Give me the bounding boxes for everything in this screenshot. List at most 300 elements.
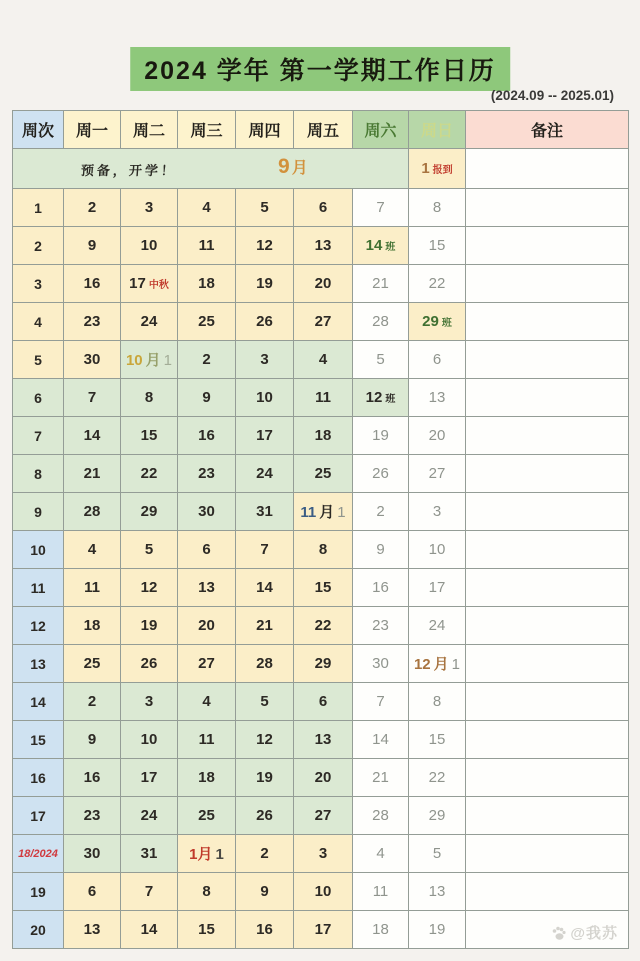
header-fri: 周五 [294, 111, 353, 149]
cell-text: 4 [87, 541, 97, 558]
calendar-cell [178, 189, 236, 227]
week-number-cell: 17 [13, 797, 64, 835]
calendar-cell [178, 227, 236, 265]
cell-text: 17 [428, 579, 446, 596]
cell-text: 10 [140, 731, 158, 748]
calendar-cell [353, 379, 409, 417]
cell-text: 16 [83, 769, 101, 786]
calendar-cell [236, 569, 294, 607]
cell-text: 21 [372, 769, 389, 786]
cell-text: 班 [385, 394, 396, 405]
cell-text: 20 [428, 427, 446, 444]
cell-text: 18 [372, 921, 389, 938]
calendar-cell [178, 569, 236, 607]
remark-cell [466, 531, 629, 569]
calendar-cell [236, 455, 294, 493]
cell-text: 报到 [432, 165, 453, 176]
calendar-cell [294, 721, 353, 759]
remark-cell [466, 607, 629, 645]
remark-cell [466, 341, 629, 379]
cell-text: 6 [87, 883, 97, 900]
calendar-cell [178, 531, 236, 569]
cell-text: 22 [314, 617, 332, 634]
calendar-cell [409, 569, 466, 607]
cell-text: 17 [314, 921, 332, 938]
cell-text: 12 [256, 237, 273, 254]
cell-text: 25 [198, 807, 215, 824]
calendar-cell [121, 569, 178, 607]
calendar-cell [353, 873, 409, 911]
cell-text: 7 [376, 199, 385, 216]
cell-text: 3 [144, 199, 154, 216]
cell-text: 3 [432, 503, 442, 520]
cell-text: 29 [140, 503, 158, 520]
calendar-cell [178, 607, 236, 645]
cell-text: 29 [428, 807, 446, 824]
calendar-cell [121, 683, 178, 721]
month-row [13, 149, 629, 189]
cell-text: 28 [372, 807, 389, 824]
cell-text: 6 [318, 199, 328, 216]
cell-text: 9 [87, 237, 97, 254]
calendar-cell [178, 455, 236, 493]
remark-cell [466, 569, 629, 607]
week-number-cell: 12 [13, 607, 64, 645]
cell-text: 26 [372, 465, 389, 482]
calendar-cell [294, 189, 353, 227]
cell-text: 10 [125, 352, 143, 369]
table-row [13, 569, 629, 607]
cell-text: 14 [140, 921, 158, 938]
header-week: 周次 [13, 111, 64, 149]
calendar-cell [353, 759, 409, 797]
table-row [13, 683, 629, 721]
calendar-cell [178, 493, 236, 531]
week-number-cell: 8 [13, 455, 64, 493]
calendar-cell [64, 721, 121, 759]
calendar-cell [294, 493, 353, 531]
cell-text: 14 [83, 427, 101, 444]
cell-text: 6 [432, 351, 442, 368]
cell-text: 8 [432, 693, 442, 710]
cell-text: 4 [318, 351, 328, 368]
remark-cell [466, 455, 629, 493]
calendar-cell [236, 265, 294, 303]
cell-text: 4 [376, 845, 385, 862]
calendar-cell [121, 265, 178, 303]
cell-text: 31 [256, 503, 273, 520]
calendar-cell [409, 379, 466, 417]
cell-text: 9 [376, 541, 385, 558]
cell-text: 1 [215, 846, 224, 863]
cell-text: 29 [314, 655, 332, 672]
cell-text: 3 [260, 351, 269, 368]
cell-text: 19 [140, 617, 158, 634]
page-title: 2024 学年 第一学期工作日历 [130, 47, 510, 91]
calendar-cell [353, 417, 409, 455]
calendar-cell [353, 265, 409, 303]
cell-text: 21 [256, 617, 273, 634]
calendar-cell [121, 189, 178, 227]
calendar-cell [64, 265, 121, 303]
cell-text: 26 [256, 313, 273, 330]
cell-text: 1 [163, 352, 173, 369]
calendar-cell [178, 379, 236, 417]
calendar-cell [409, 683, 466, 721]
remark-cell [466, 379, 629, 417]
calendar-cell [236, 911, 294, 949]
calendar-cell [353, 797, 409, 835]
calendar-cell [64, 797, 121, 835]
cell-text: 24 [256, 465, 273, 482]
calendar-cell [64, 835, 121, 873]
calendar-cell [294, 341, 353, 379]
cell-text: 27 [314, 313, 332, 330]
week-number-cell: 11 [13, 569, 64, 607]
remark-cell [466, 721, 629, 759]
table-row [13, 531, 629, 569]
calendar-cell [64, 379, 121, 417]
week-number-cell: 15 [13, 721, 64, 759]
month-label: 9 月 [278, 155, 308, 178]
cell-text: 19 [372, 427, 389, 444]
cell-text: 13 [314, 237, 332, 254]
cell-text: 8 [144, 389, 154, 406]
week-number-cell: 14 [13, 683, 64, 721]
remark-cell [466, 835, 629, 873]
calendar-cell [409, 265, 466, 303]
calendar-cell [64, 759, 121, 797]
cell-text: 7 [144, 883, 154, 900]
cell-text: 30 [83, 351, 101, 368]
calendar-cell [121, 911, 178, 949]
remark-cell [466, 417, 629, 455]
calendar-cell [236, 759, 294, 797]
table-row [13, 759, 629, 797]
table-row [13, 379, 629, 417]
table-row [13, 797, 629, 835]
cell-text: 18 [198, 275, 215, 292]
table-row [13, 303, 629, 341]
date-range: (2024.09 -- 2025.01) [490, 88, 614, 103]
cell-text: 17 [140, 769, 158, 786]
calendar-cell [353, 189, 409, 227]
cell-text: 15 [198, 921, 215, 938]
remark-cell [466, 189, 629, 227]
calendar-cell [64, 341, 121, 379]
cell-text: 18 [83, 617, 101, 634]
calendar-cell [294, 759, 353, 797]
calendar-cell [121, 531, 178, 569]
cell-text: 11 [372, 883, 389, 900]
calendar-cell [64, 531, 121, 569]
week-number-cell: 3 [13, 265, 64, 303]
cell-text: 月 [319, 504, 335, 521]
cell-text: 21 [372, 275, 389, 292]
paw-icon [551, 925, 567, 941]
cell-text: 19 [256, 769, 273, 786]
calendar-cell [236, 645, 294, 683]
cell-text: 15 [314, 579, 332, 596]
calendar-cell [236, 379, 294, 417]
calendar-cell [178, 341, 236, 379]
cell-text: 28 [256, 655, 273, 672]
calendar-cell [178, 835, 236, 873]
cell-text: 月 [145, 352, 161, 369]
calendar-cell [64, 303, 121, 341]
header-row [13, 111, 629, 149]
cell-text: 30 [83, 845, 101, 862]
cell-text: 20 [198, 617, 215, 634]
week-number-cell: 4 [13, 303, 64, 341]
table-row [13, 417, 629, 455]
calendar-cell [178, 265, 236, 303]
remark-cell [466, 149, 629, 189]
calendar-cell [178, 911, 236, 949]
calendar-cell [294, 797, 353, 835]
week-number-cell: 5 [13, 341, 64, 379]
cell-text: 11 [300, 504, 317, 521]
table-row [13, 873, 629, 911]
cell-text: 22 [140, 465, 158, 482]
header-sun: 周日 [409, 111, 466, 149]
cell-text: 23 [372, 617, 389, 634]
calendar-cell [236, 531, 294, 569]
cell-text: 13 [428, 883, 446, 900]
cell-text: 26 [256, 807, 273, 824]
cell-text: 2 [87, 693, 97, 710]
header-mon: 周一 [64, 111, 121, 149]
remark-cell [466, 759, 629, 797]
calendar-cell [353, 607, 409, 645]
calendar-cell [121, 607, 178, 645]
calendar-cell [236, 303, 294, 341]
cell-text: 5 [376, 351, 385, 368]
calendar-cell [409, 835, 466, 873]
remark-cell [466, 645, 629, 683]
calendar-cell [64, 493, 121, 531]
calendar-cell [353, 455, 409, 493]
cell-text: 4 [202, 199, 211, 216]
calendar-cell [409, 303, 466, 341]
cell-text: 26 [140, 655, 158, 672]
header-sat: 周六 [353, 111, 409, 149]
cell-text: 5 [260, 199, 269, 216]
calendar-cell [294, 873, 353, 911]
cell-text: 14 [365, 237, 383, 254]
calendar-cell [64, 683, 121, 721]
calendar-cell [236, 873, 294, 911]
table-row [13, 455, 629, 493]
cell-text: 21 [83, 465, 101, 482]
cell-text: 23 [83, 313, 101, 330]
cell-text: 16 [83, 275, 101, 292]
header-tue: 周二 [121, 111, 178, 149]
cell-text: 22 [428, 275, 446, 292]
cell-text: 1 [337, 504, 346, 521]
calendar-cell [236, 683, 294, 721]
cell-text: 12 [140, 579, 158, 596]
calendar-cell [353, 303, 409, 341]
calendar-cell [64, 569, 121, 607]
cell-text: 9 [87, 731, 97, 748]
calendar-cell [121, 873, 178, 911]
cell-text: 12 [413, 656, 431, 673]
cell-text: 27 [428, 465, 446, 482]
cell-text: 25 [198, 313, 215, 330]
calendar-cell [294, 265, 353, 303]
remark-cell [466, 303, 629, 341]
cell-text: 3 [144, 693, 154, 710]
calendar-cell [178, 303, 236, 341]
calendar-cell [353, 569, 409, 607]
cell-text: 28 [372, 313, 389, 330]
week-number-cell: 13 [13, 645, 64, 683]
calendar-cell [409, 607, 466, 645]
cell-text: 10 [314, 883, 332, 900]
table-row [13, 227, 629, 265]
calendar-cell [409, 797, 466, 835]
calendar-cell [409, 189, 466, 227]
cell-text: 7 [87, 389, 97, 406]
calendar-cell [121, 721, 178, 759]
calendar-cell [64, 873, 121, 911]
table-row [13, 189, 629, 227]
remark-cell [466, 227, 629, 265]
cell-text: 6 [202, 541, 211, 558]
calendar-cell [236, 227, 294, 265]
remark-cell [466, 265, 629, 303]
calendar-cell [353, 227, 409, 265]
calendar-cell [353, 721, 409, 759]
cell-text: 3 [318, 845, 328, 862]
calendar-cell [64, 911, 121, 949]
table-row [13, 911, 629, 949]
cell-text: 17 [256, 427, 273, 444]
calendar-cell [294, 303, 353, 341]
cell-text: 30 [198, 503, 215, 520]
calendar-cell [409, 873, 466, 911]
calendar-cell [409, 417, 466, 455]
calendar-cell [178, 417, 236, 455]
calendar-cell [353, 911, 409, 949]
calendar-table [12, 110, 629, 949]
calendar-cell [409, 227, 466, 265]
cell-text: 4 [202, 693, 211, 710]
calendar-cell [64, 417, 121, 455]
cell-text: 11 [198, 731, 215, 748]
calendar-cell [409, 149, 466, 189]
calendar-cell [121, 455, 178, 493]
cell-text: 16 [372, 579, 389, 596]
cell-text: 19 [428, 921, 446, 938]
cell-text: 2 [260, 845, 269, 862]
cell-text: 16 [256, 921, 273, 938]
week-number-cell: 18/2024 [13, 835, 64, 873]
calendar-cell [178, 759, 236, 797]
cell-text: 17 [129, 275, 146, 292]
week-number-cell: 9 [13, 493, 64, 531]
cell-text: 班 [441, 318, 452, 329]
week-number-cell: 6 [13, 379, 64, 417]
calendar-cell [178, 797, 236, 835]
table-row [13, 341, 629, 379]
table-row [13, 607, 629, 645]
calendar-cell [178, 721, 236, 759]
cell-text: 8 [432, 199, 442, 216]
remark-cell [466, 493, 629, 531]
calendar-cell [236, 797, 294, 835]
calendar-cell [121, 341, 178, 379]
cell-text: 7 [260, 541, 269, 558]
calendar-cell [64, 227, 121, 265]
calendar-cell [121, 303, 178, 341]
table-row [13, 645, 629, 683]
week-number-cell: 19 [13, 873, 64, 911]
header-thu: 周四 [236, 111, 294, 149]
cell-text: 月 [433, 656, 449, 673]
cell-text: 18 [198, 769, 215, 786]
header-remarks: 备注 [466, 111, 629, 149]
cell-text: 20 [314, 769, 332, 786]
calendar-cell [236, 417, 294, 455]
cell-text: 12 [256, 731, 273, 748]
cell-text: 24 [140, 313, 158, 330]
calendar-cell [353, 835, 409, 873]
calendar-cell [178, 645, 236, 683]
cell-text: 9 [202, 389, 211, 406]
calendar-cell [353, 683, 409, 721]
calendar-cell [236, 607, 294, 645]
calendar-cell [409, 911, 466, 949]
calendar-cell [121, 797, 178, 835]
cell-text: 8 [202, 883, 211, 900]
calendar-cell [294, 531, 353, 569]
calendar-cell [409, 721, 466, 759]
cell-text: 16 [198, 427, 215, 444]
cell-text: 20 [314, 275, 332, 292]
cell-text: 5 [432, 845, 442, 862]
calendar-cell [294, 417, 353, 455]
calendar-cell [294, 455, 353, 493]
cell-text: 2 [376, 503, 385, 520]
week-number-cell: 20 [13, 911, 64, 949]
cell-text: 2 [87, 199, 97, 216]
table-row [13, 721, 629, 759]
cell-text: 13 [428, 389, 446, 406]
calendar-cell [294, 911, 353, 949]
cell-text: 18 [314, 427, 332, 444]
calendar-cell [409, 531, 466, 569]
calendar-cell [121, 379, 178, 417]
calendar-cell [409, 455, 466, 493]
calendar-cell [294, 645, 353, 683]
cell-text: 14 [256, 579, 273, 596]
cell-text: 10 [140, 237, 158, 254]
calendar-cell [121, 417, 178, 455]
cell-text: 13 [314, 731, 332, 748]
cell-text: 5 [260, 693, 269, 710]
calendar-cell [409, 759, 466, 797]
cell-text: 9 [260, 883, 269, 900]
cell-text: 13 [83, 921, 101, 938]
table-row [13, 835, 629, 873]
watermark [551, 922, 618, 943]
calendar-cell [178, 683, 236, 721]
remark-cell [466, 873, 629, 911]
calendar-cell [236, 835, 294, 873]
cell-text: 23 [83, 807, 101, 824]
